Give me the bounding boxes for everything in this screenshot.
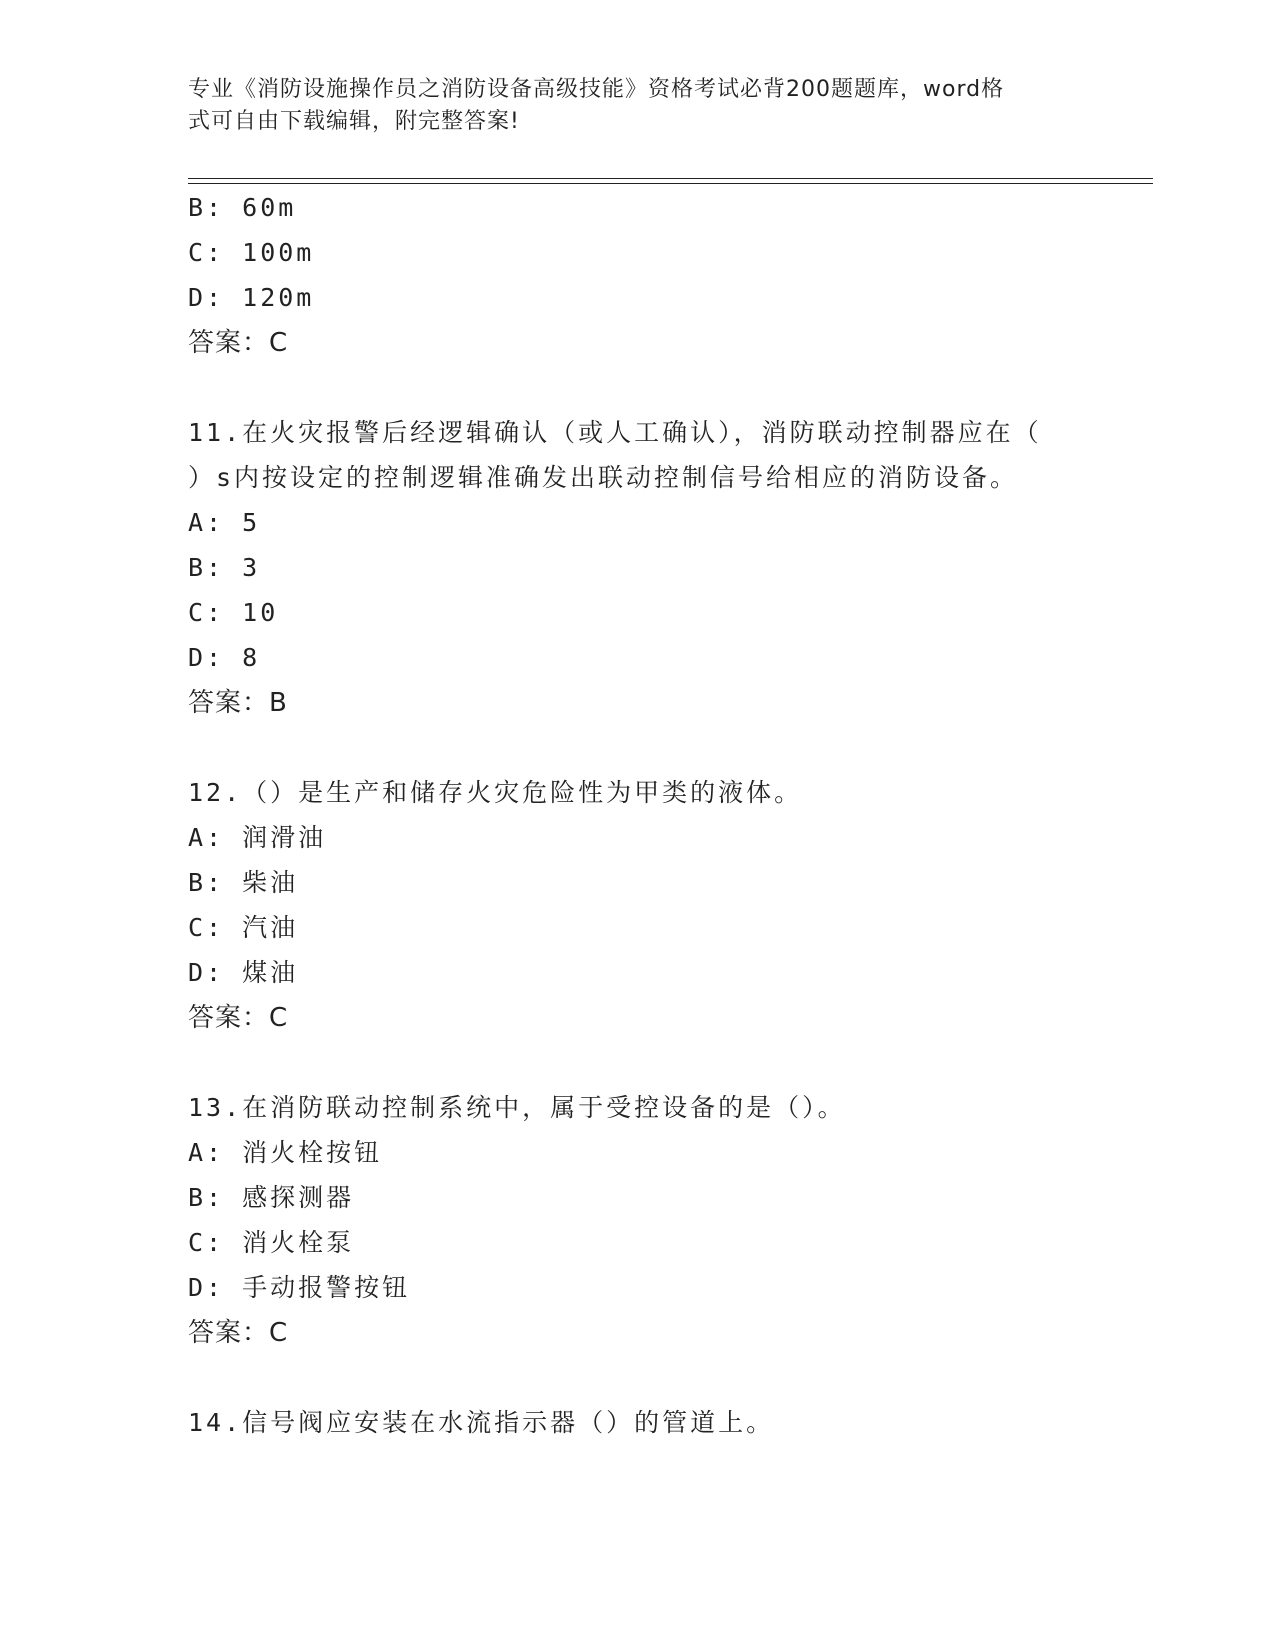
question-line: ）s内按设定的控制逻辑准确发出联动控制信号给相应的消防设备。 — [188, 463, 1019, 492]
option-line: C: 消火栓泵 — [188, 1228, 355, 1257]
option-line: B: 3 — [188, 553, 261, 582]
question-line: 12.（）是生产和储存火灾危险性为甲类的液体。 — [188, 778, 803, 807]
option-line: C: 汽油 — [188, 913, 299, 942]
option-line: A: 润滑油 — [188, 823, 327, 852]
header-rule-top — [188, 178, 1153, 179]
document-header — [188, 74, 1068, 138]
option-line: D: 120m — [188, 283, 315, 312]
question-line: 14.信号阀应安装在水流指示器（）的管道上。 — [188, 1408, 775, 1437]
option-line: C: 10 — [188, 598, 279, 627]
option-line: C: 100m — [188, 238, 315, 267]
option-line: D: 手动报警按钮 — [188, 1273, 411, 1302]
option-line: B: 感探测器 — [188, 1183, 355, 1212]
option-line: D: 8 — [188, 643, 261, 672]
header-rule-bottom — [188, 183, 1153, 184]
header-line-1: 专业《消防设施操作员之消防设备高级技能》资格考试必背200题题库，word格 — [188, 77, 1005, 102]
answer-line: 答案：C — [188, 1318, 289, 1348]
answer-line: 答案：C — [188, 1003, 289, 1033]
header-line-2: 式可自由下载编辑，附完整答案! — [188, 109, 520, 134]
answer-line: 答案：C — [188, 328, 289, 358]
option-line: B: 60m — [188, 193, 297, 222]
option-line: A: 消火栓按钮 — [188, 1138, 383, 1167]
question-line: 11.在火灾报警后经逻辑确认（或人工确认），消防联动控制器应在（ — [188, 418, 1042, 447]
answer-line: 答案：B — [188, 688, 288, 718]
question-line: 13.在消防联动控制系统中，属于受控设备的是（）。 — [188, 1093, 846, 1122]
option-line: D: 煤油 — [188, 958, 299, 987]
option-line: A: 5 — [188, 508, 261, 537]
option-line: B: 柴油 — [188, 868, 299, 897]
